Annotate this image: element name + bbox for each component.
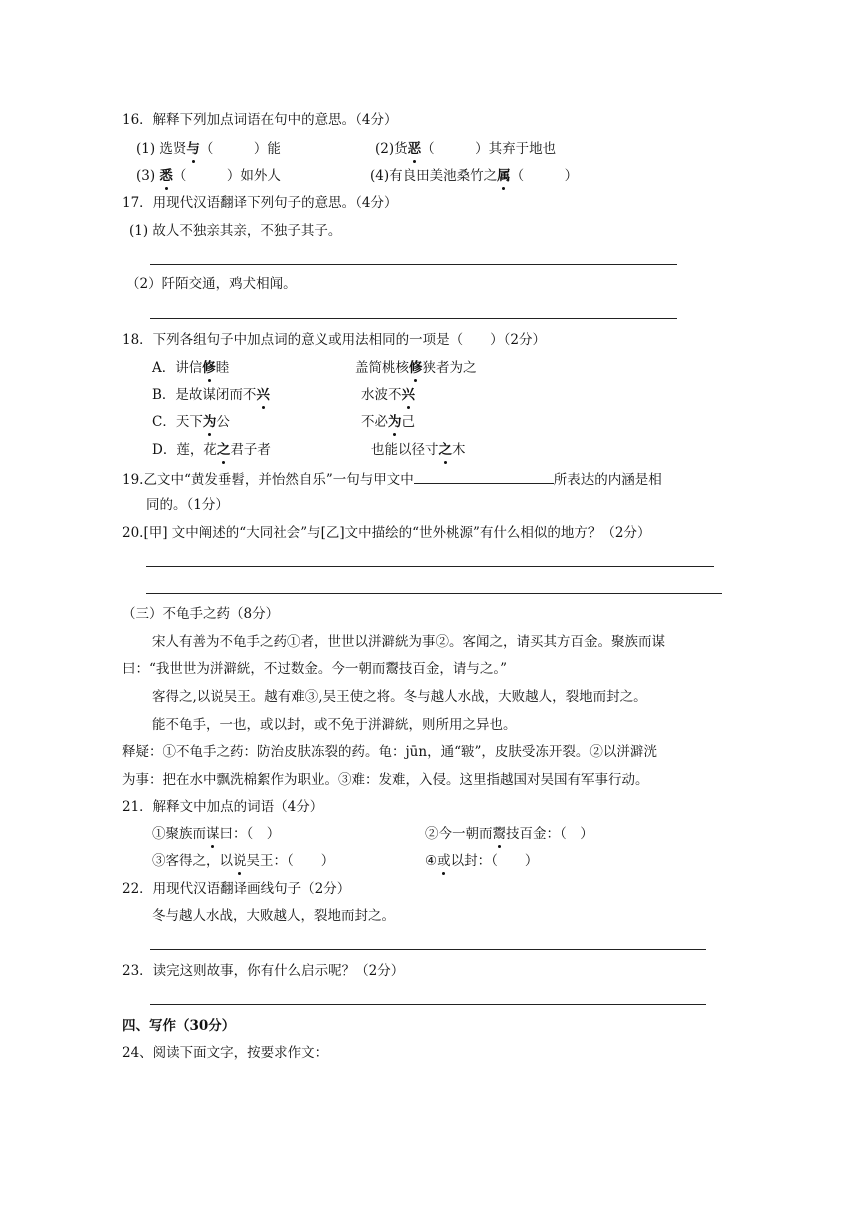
- passage-line: 曰：“我世世为洴澼絖，不过数金。今一朝而鬻技百金，请与之。”: [122, 661, 508, 677]
- q21-title: 21．解释文中加点的词语（4分）: [122, 799, 324, 815]
- q19-line-1: 19.乙文中“黄发垂髫，并怡然自乐”一句与甲文中 所表达的内涵是相: [122, 469, 662, 489]
- q18-option-a: A．讲信修睦: [152, 360, 230, 376]
- answer-line[interactable]: [150, 1004, 706, 1005]
- q20-title: 20.[甲] 文中阐述的“大同社会”与[乙]文中描绘的“世外桃源”有什么相似的地方？（2分）: [122, 525, 651, 541]
- q16-item-1: (1) 选贤与（ ）能: [136, 141, 281, 157]
- q21-item-3: ③客得之，以说吴王：（ ）: [152, 853, 335, 869]
- q21-item-1: ①聚族而谋曰：（ ）: [152, 826, 281, 842]
- note-line: 为事：把在水中飘洗棉絮作为职业。③难：发难，入侵。这里指越国对吴国有军事行动。: [122, 772, 649, 788]
- q18-option-a-2: 盖简桃核修狭者为之: [355, 360, 477, 376]
- q18-option-d-2: 也能以径寸之木: [371, 442, 466, 458]
- q16-item-2: (2)货恶（ ）其弃于地也: [375, 141, 557, 157]
- q19-line-2: 同的。（1分）: [146, 497, 229, 513]
- q16-item-4: (4)有良田美池桑竹之属（ ）: [370, 168, 579, 184]
- q18-option-c: C．天下为公: [152, 414, 230, 430]
- answer-line[interactable]: [146, 593, 722, 594]
- answer-line[interactable]: [150, 318, 677, 319]
- answer-line[interactable]: [150, 264, 677, 265]
- passage-line: 客得之,以说吴王。越有难③,吴王使之将。冬与越人水战，大败越人，裂地而封之。: [152, 689, 647, 705]
- note-line: 释疑：①不龟手之药：防治皮肤冻裂的药。龟：jūn，通“皲”，皮肤受冻开裂。②以洴澼洸: [122, 744, 657, 760]
- q17-title: 17．用现代汉语翻译下列句子的意思。（4分）: [122, 195, 398, 211]
- q24-prompt: 24、阅读下面文字，按要求作文：: [122, 1045, 329, 1061]
- q22-sentence: 冬与越人水战，大败越人，裂地而封之。: [152, 908, 395, 924]
- answer-line[interactable]: [146, 566, 714, 567]
- q23-title: 23．读完这则故事，你有什么启示呢？（2分）: [122, 963, 405, 979]
- answer-line[interactable]: [150, 949, 706, 950]
- q16-item-3: (3) 悉（ ）如外人: [136, 168, 281, 184]
- q17-sentence-1: (1) 故人不独亲其亲，不独子其子。: [129, 223, 342, 239]
- q19-blank[interactable]: [414, 469, 554, 484]
- q18-option-b: B．是故谋闭而不兴: [152, 387, 270, 403]
- q22-title: 22．用现代汉语翻译画线句子（2分）: [122, 881, 351, 897]
- q21-item-4: ④或以封：（ ）: [425, 853, 539, 869]
- q17-sentence-2: （2）阡陌交通，鸡犬相闻。: [126, 276, 297, 292]
- q18-option-d: D．莲，花之君子者: [152, 442, 271, 458]
- passage-line: 能不龟手，一也，或以封，或不免于洴澼絖，则所用之异也。: [152, 717, 517, 733]
- q18-option-b-2: 水波不兴: [361, 387, 415, 403]
- q18-option-c-2: 不必为己: [361, 414, 415, 430]
- q16-title: 16．解释下列加点词语在句中的意思。（4分）: [122, 112, 398, 128]
- q21-item-2: ②今一朝而鬻技百金：（ ）: [425, 826, 594, 842]
- section-3-heading: （三）不龟手之药（8分）: [122, 606, 280, 622]
- q18-title: 18．下列各组句子中加点词的意义或用法相同的一项是（ ）（2分）: [122, 332, 547, 348]
- passage-line: 宋人有善为不龟手之药①者，世世以洴澼絖为事②。客闻之，请买其方百金。聚族而谋: [152, 634, 665, 650]
- section-4-heading: 四、写作（30分）: [122, 1018, 236, 1034]
